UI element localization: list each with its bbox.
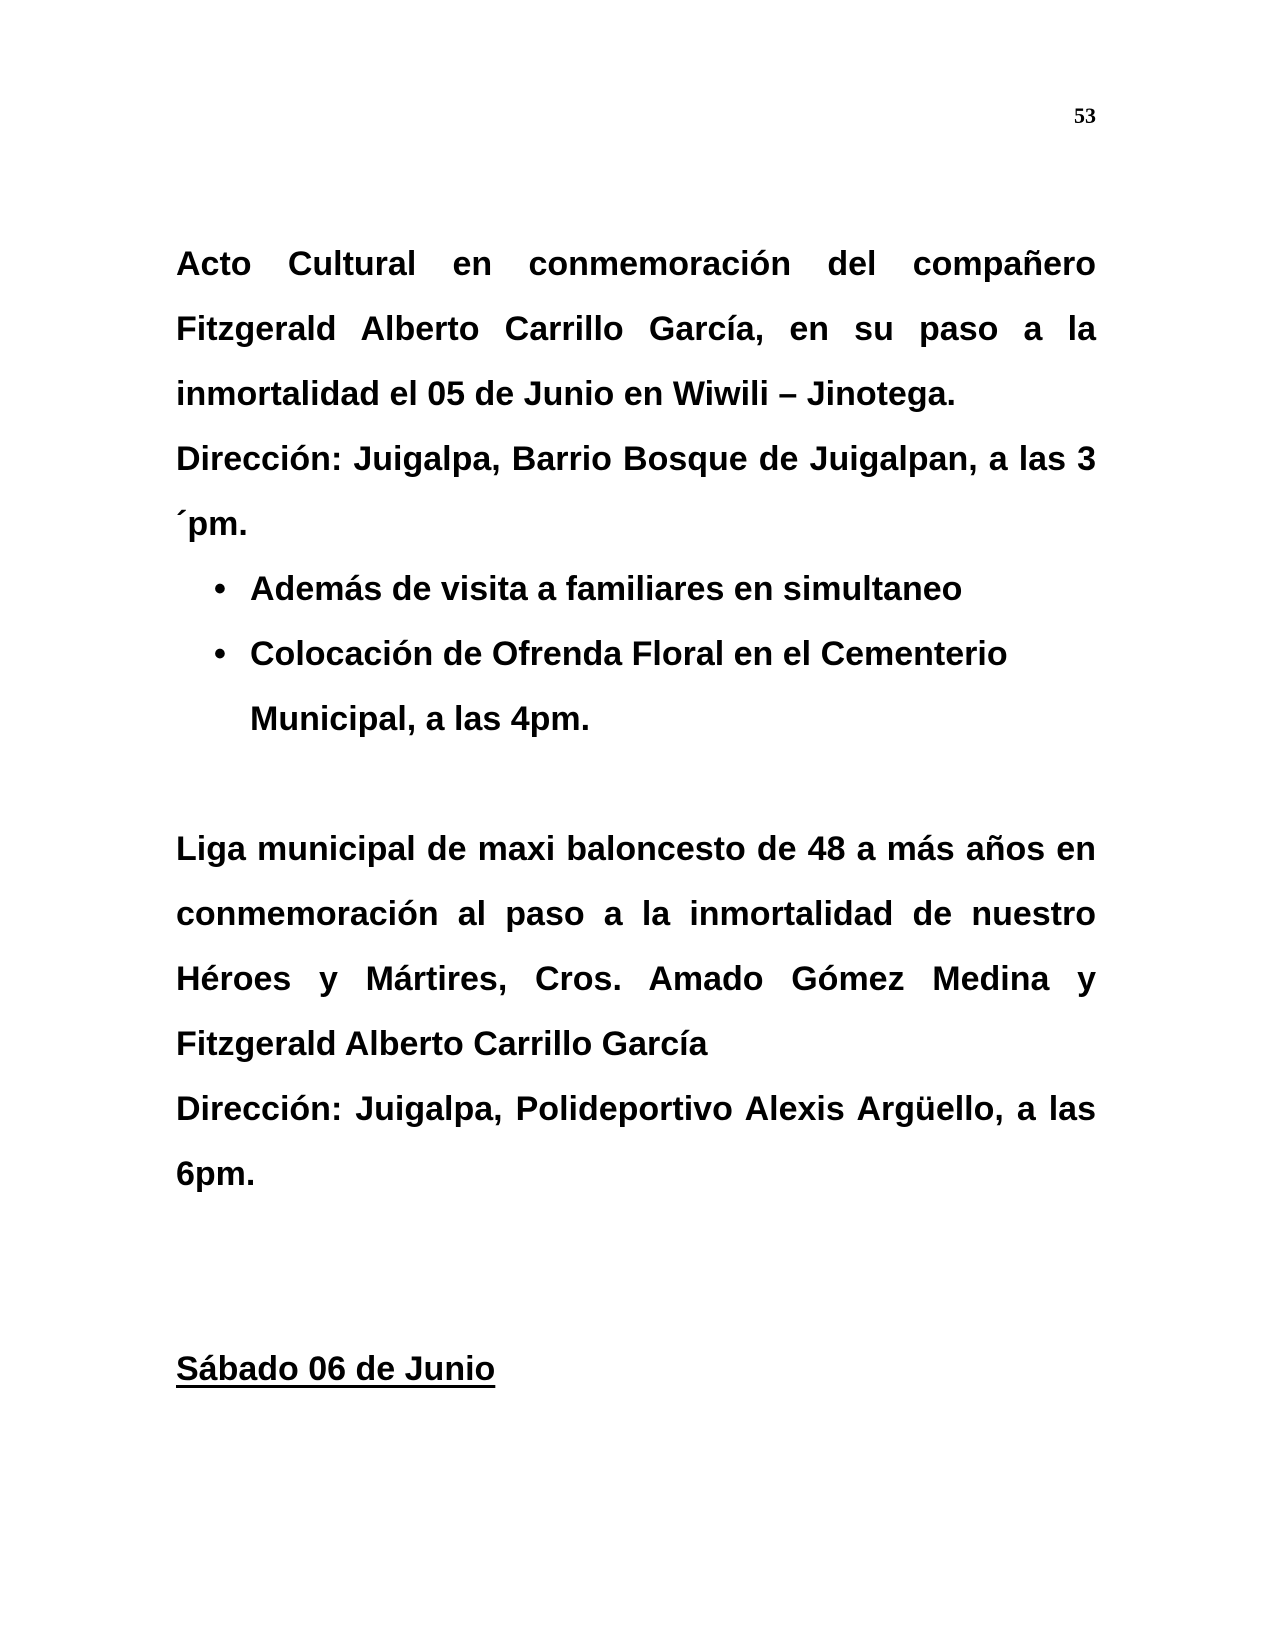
event-description-cultural-act: Acto Cultural en conmemoración del compañero Fitzgerald Alberto Carrillo García, en su paso a la inmortalidad el 05 de Junio en Wiwili – Jinotega.	[176, 245, 1096, 413]
bullet-icon: •	[214, 570, 226, 608]
page-number: 53	[1074, 103, 1096, 128]
event-activities-list	[176, 557, 1096, 752]
document-body	[176, 232, 1096, 1402]
day-heading-text: Sábado 06 de Junio	[176, 1350, 496, 1388]
list-item-text: Colocación de Ofrenda Floral en el Cementerio Municipal, a las 4pm.	[250, 635, 1008, 738]
section-spacer	[176, 752, 1096, 817]
event-description-basketball-league: Liga municipal de maxi baloncesto de 48 a más años en conmemoración al paso a la inmortalidad de nuestro Héroes y Mártires, Cros. Amado Gómez Medina y Fitzgerald Alberto Carrillo García	[176, 830, 1096, 1063]
list-item	[176, 557, 1096, 622]
event-address-cultural-act: Dirección: Juigalpa, Barrio Bosque de Juigalpan, a las 3´pm.	[176, 440, 1096, 543]
list-item-text: Además de visita a familiares en simultaneo	[250, 570, 963, 608]
section-spacer	[176, 1207, 1096, 1337]
bullet-icon: •	[214, 635, 226, 673]
list-item	[176, 622, 1096, 752]
event-address-basketball-league: Dirección: Juigalpa, Polideportivo Alexis Argüello, a las 6pm.	[176, 1090, 1096, 1193]
day-heading	[176, 1337, 1096, 1402]
